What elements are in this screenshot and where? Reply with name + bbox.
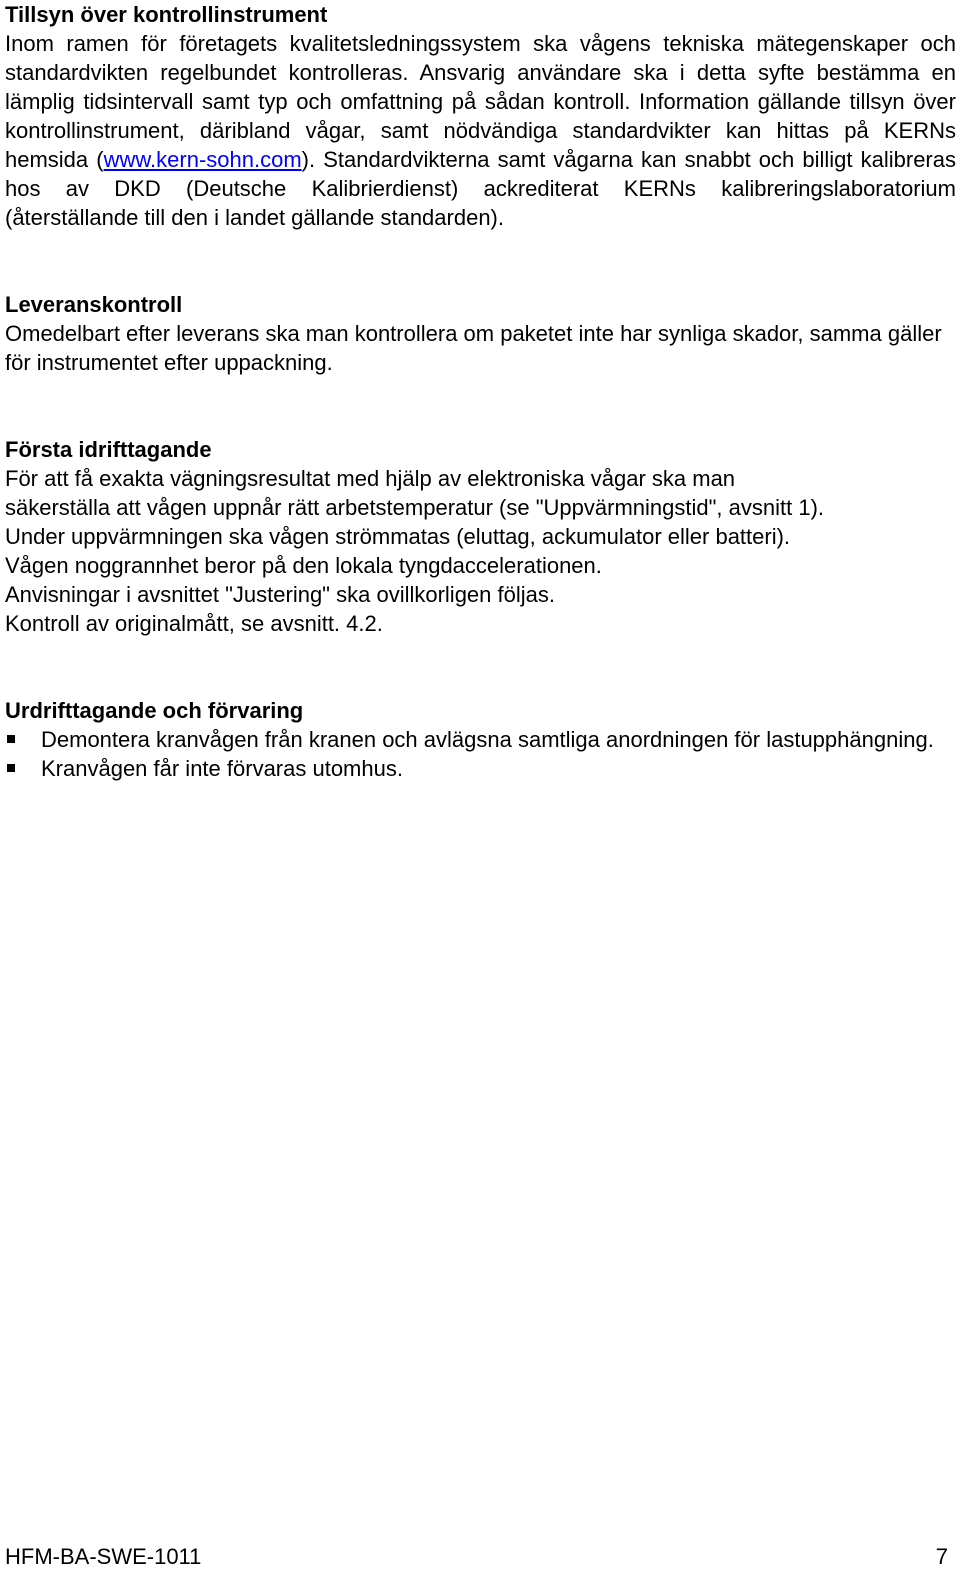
- kern-website-link[interactable]: www.kern-sohn.com: [103, 147, 302, 172]
- list-item-text: Demontera kranvågen från kranen och avlägsna samtliga anordningen för lastupphängning.: [41, 727, 934, 752]
- section-tillsyn: [5, 0, 956, 232]
- section-forsta-idrifttagande: [5, 435, 956, 638]
- line-idrift-6: Kontroll av originalmått, se avsnitt. 4.2.: [5, 611, 383, 636]
- section-leveranskontroll: [5, 290, 956, 377]
- line-idrift-3: Under uppvärmningen ska vågen strömmatas (eluttag, ackumulator eller batteri).: [5, 524, 791, 549]
- line-idrift-1: För att få exakta vägningsresultat med hjälp av elektroniska vågar ska man: [5, 466, 736, 491]
- paragraph-tillsyn: [5, 29, 956, 232]
- list-item-text: Kranvågen får inte förvaras utomhus.: [41, 756, 403, 781]
- paragraph-leveranskontroll: Omedelbart efter leverans ska man kontrollera om paketet inte har synliga skador, samma gäller för instrumentet efter uppackning.: [5, 321, 942, 375]
- line-idrift-5: Anvisningar i avsnittet "Justering" ska ovillkorligen följas.: [5, 582, 555, 607]
- bullet-list: [5, 725, 956, 783]
- footer-doc-code: HFM-BA-SWE-1011: [5, 1544, 202, 1569]
- section-title-forsta-idrifttagande: Första idrifttagande: [5, 437, 212, 462]
- document-page: [5, 0, 956, 783]
- line-idrift-2: säkerställa att vågen uppnår rätt arbetstemperatur (se "Uppvärmningstid", avsnitt 1).: [5, 495, 825, 520]
- list-item: [5, 725, 956, 754]
- line-idrift-4: Vågen noggrannhet beror på den lokala tyngdaccelerationen.: [5, 553, 602, 578]
- paragraph-tillsyn-text-1: Inom ramen för företagets kvalitetsledningssystem ska vågens tekniska mätegenskaper och standardvikten regelbundet kontrolleras. Ansvarig användare ska i detta syfte bestämma en lämplig tidsintervall samt typ och omfattning på sådan kontroll. Information gällande tillsyn över kontrollinstrument, däribland vågar, samt nödvändiga standardvikter kan hittas på KERNs hemsida (: [5, 31, 956, 172]
- section-title-urdrifttagande: Urdrifttagande och förvaring: [5, 698, 304, 723]
- square-bullet-icon: [7, 764, 15, 772]
- footer-page-number: 7: [935, 1544, 948, 1569]
- section-title-tillsyn: Tillsyn över kontrollinstrument: [5, 2, 328, 27]
- list-item: [5, 754, 956, 783]
- paragraph-tillsyn-text-2: ). Standardvikterna samt vågarna kan snabbt och billigt kalibreras hos av DKD (Deutsche Kalibrierdienst) ackrediterat KERNs kalibreringslaboratorium (återställande till den i landet gällande standarden).: [5, 147, 956, 230]
- square-bullet-icon: [7, 735, 15, 743]
- section-urdrifttagande: [5, 696, 956, 783]
- page-footer: [5, 1542, 948, 1571]
- section-title-leveranskontroll: Leveranskontroll: [5, 292, 183, 317]
